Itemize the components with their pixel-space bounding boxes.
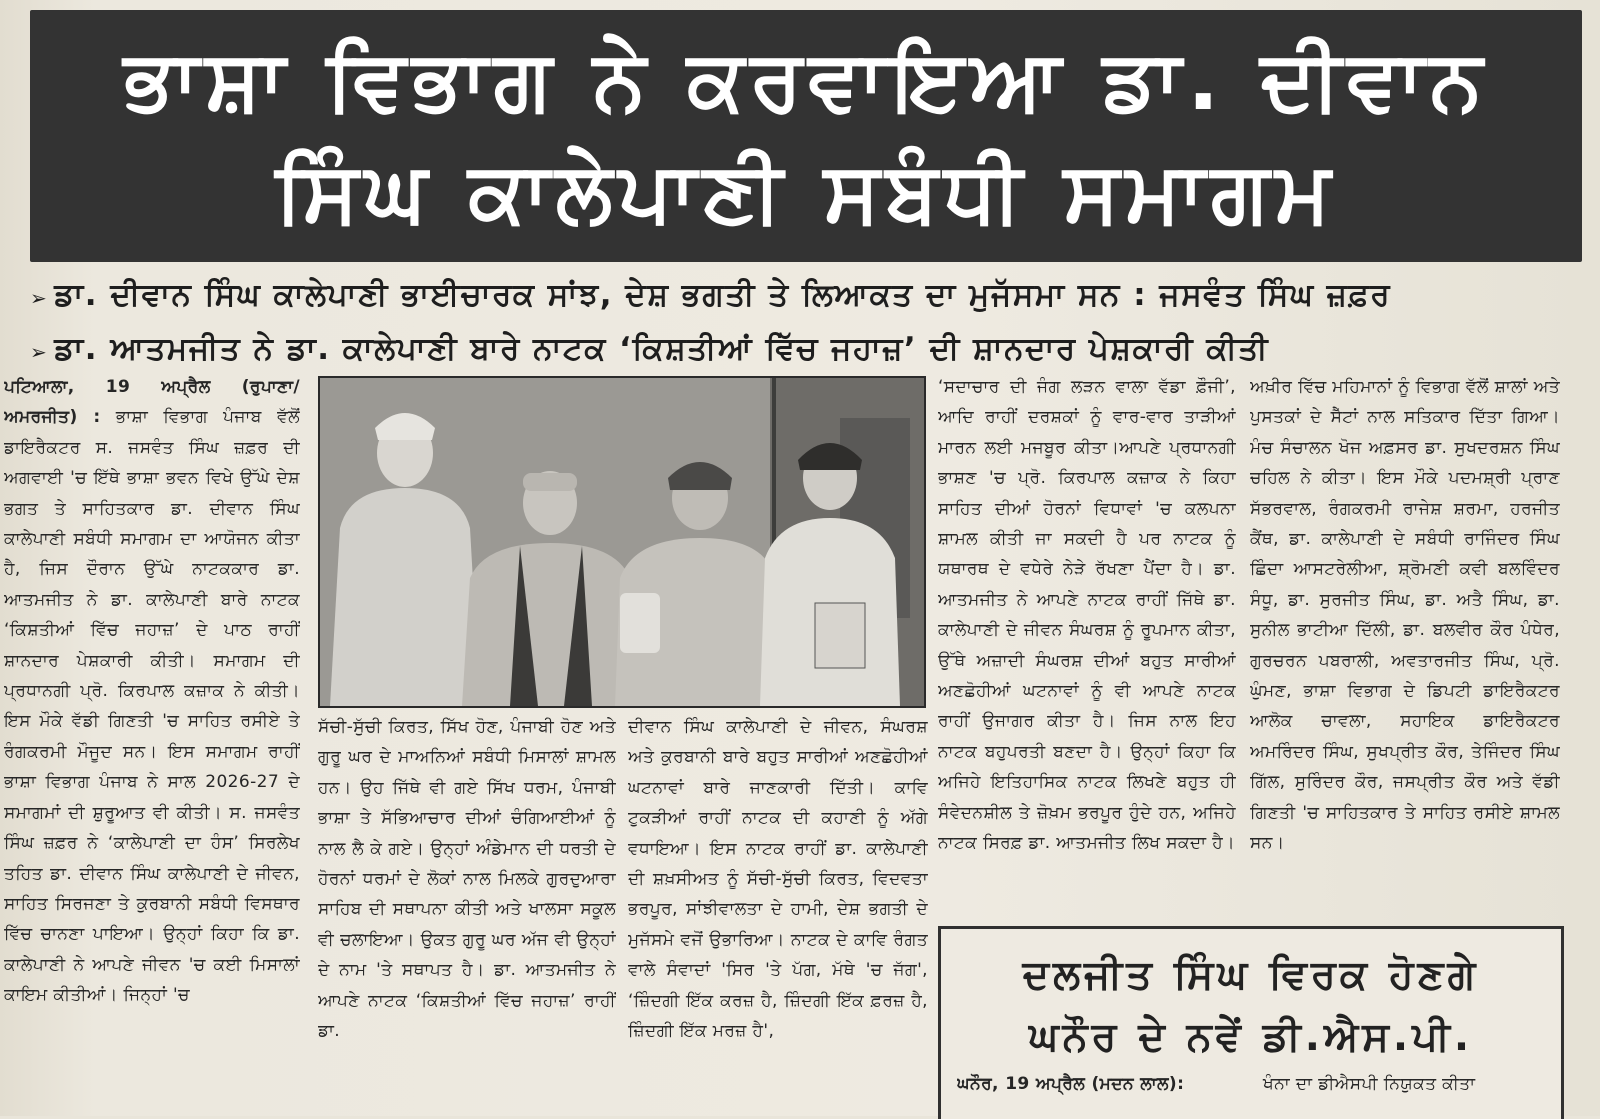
arrow-bullet-icon: ➢ <box>30 286 49 310</box>
second-story-headline-1: ਦਲਜੀਤ ਸਿੰਘ ਵਿਰਕ ਹੋਣਗੇ <box>1022 952 1480 998</box>
column-3-body: ਦੀਵਾਨ ਸਿੰਘ ਕਾਲੇਪਾਣੀ ਦੇ ਜੀਵਨ, ਸੰਘਰਸ਼ ਅਤੇ ਕੁਰਬਾਨੀ ਬਾਰੇ ਬਹੁਤ ਸਾਰੀਆਂ ਅਣਛੋਹੀਆਂ ਘਟਨਾਵਾਂ ਬਾਰੇ ਜਾਣਕਾਰੀ ਦਿੱਤੀ। ਕਾਵਿ ਟੁਕੜੀਆਂ ਰਾਹੀਂ ਨਾਟਕ ਦੀ ਕਹਾਣੀ ਨੂੰ ਅੱਗੇ ਵਧਾਇਆ। ਇਸ ਨਾਟਕ ਰਾਹੀਂ ਡਾ. ਕਾਲੇਪਾਣੀ ਦੀ ਸ਼ਖ਼ਸੀਅਤ ਨੂੰ ਸੱਚੀ-ਸੁੱਚੀ ਕਿਰਤ, ਵਿਦਵਤਾ ਭਰਪੂਰ, ਸਾਂਝੀਵਾਲਤਾ ਦੇ ਹਾਮੀ, ਦੇਸ਼ ਭਗਤੀ ਦੇ ਮੁਜੱਸਮੇ ਵਜੋਂ ਉਭਾਰਿਆ। ਨਾਟਕ ਦੇ ਕਾਵਿ ਰੰਗਤ ਵਾਲੇ ਸੰਵਾਦਾਂ 'ਸਿਰ 'ਤੇ ਪੱਗ, ਮੱਥੇ 'ਚ ਜੱਗ', ‘ਜ਼ਿੰਦਗੀ ਇੱਕ ਕਰਜ਼ ਹੈ, ਜ਼ਿੰਦਗੀ ਇੱਕ ਫ਼ਰਜ਼ ਹੈ, ਜ਼ਿੰਦਗੀ ਇੱਕ ਮਰਜ਼ ਹੈ', <box>628 717 928 1042</box>
article-column-4 <box>938 372 1236 920</box>
headline-banner <box>30 10 1582 262</box>
headline-line-1: ਭਾਸ਼ਾ ਵਿਭਾਗ ਨੇ ਕਰਵਾਇਆ ਡਾ. ਦੀਵਾਨ <box>123 31 1489 129</box>
article-column-3 <box>628 712 928 1116</box>
subheading-1-text: ਡਾ. ਦੀਵਾਨ ਸਿੰਘ ਕਾਲੇਪਾਣੀ ਭਾਈਚਾਰਕ ਸਾਂਝ, ਦੇਸ਼ ਭਗਤੀ ਤੇ ਲਿਆਕਤ ਦਾ ਮੁਜੱਸਮਾ ਸਨ : ਜਸਵੰਤ ਸਿੰਘ ਜ਼ਫ਼ਰ <box>54 277 1392 313</box>
column-1-text <box>4 372 300 1011</box>
second-story-lead <box>957 1069 1545 1117</box>
news-photo <box>318 376 926 708</box>
second-story-headline-2: ਘਨੌਰ ਦੇ ਨਵੇਂ ਡੀ.ਐਸ.ਪੀ. <box>1028 1014 1474 1060</box>
subheading-2-text: ਡਾ. ਆਤਮਜੀਤ ਨੇ ਡਾ. ਕਾਲੇਪਾਣੀ ਬਾਰੇ ਨਾਟਕ ‘ਕਿਸ਼ਤੀਆਂ ਵਿੱਚ ਜਹਾਜ਼’ ਦੀ ਸ਼ਾਨਦਾਰ ਪੇਸ਼ਕਾਰੀ ਕੀਤੀ <box>54 331 1270 367</box>
second-story-dateline: ਘਨੌਰ, 19 ਅਪ੍ਰੈਲ (ਮਦਨ ਲਾਲ): <box>957 1074 1185 1094</box>
article-dateline: ਪਟਿਆਲਾ, 19 ਅਪ੍ਰੈਲ (ਰੁਪਾਣਾ/ ਅਮਰਜੀਤ) : <box>4 377 300 428</box>
article-column-5 <box>1250 372 1560 920</box>
article-column-1 <box>4 372 300 1116</box>
column-2-body: ਸੱਚੀ-ਸੁੱਚੀ ਕਿਰਤ, ਸਿੱਖ ਹੋਣ, ਪੰਜਾਬੀ ਹੋਣ ਅਤੇ ਗੁਰੂ ਘਰ ਦੇ ਮਾਅਨਿਆਂ ਸਬੰਧੀ ਮਿਸਾਲਾਂ ਸ਼ਾਮਲ ਹਨ। ਉਹ ਜਿੱਥੇ ਵੀ ਗਏ ਸਿੱਖ ਧਰਮ, ਪੰਜਾਬੀ ਭਾਸ਼ਾ ਤੇ ਸੱਭਿਆਚਾਰ ਦੀਆਂ ਚੰਗਿਆਈਆਂ ਨੂੰ ਨਾਲ ਲੈ ਕੇ ਗਏ। ਉਨ੍ਹਾਂ ਅੰਡੇਮਾਨ ਦੀ ਧਰਤੀ ਦੇ ਹੋਰਨਾਂ ਧਰਮਾਂ ਦੇ ਲੋਕਾਂ ਨਾਲ ਮਿਲਕੇ ਗੁਰਦੁਆਰਾ ਸਾਹਿਬ ਦੀ ਸਥਾਪਨਾ ਕੀਤੀ ਅਤੇ ਖਾਲਸਾ ਸਕੂਲ ਵੀ ਚਲਾਇਆ। ਉਕਤ ਗੁਰੂ ਘਰ ਅੱਜ ਵੀ ਉਨ੍ਹਾਂ ਦੇ ਨਾਮ 'ਤੇ ਸਥਾਪਤ ਹੈ। ਡਾ. ਆਤਮਜੀਤ ਨੇ ਆਪਣੇ ਨਾਟਕ ‘ਕਿਸ਼ਤੀਆਂ ਵਿੱਚ ਜਹਾਜ਼’ ਰਾਹੀਂ ਡਾ. <box>318 717 616 1042</box>
column-1-body: ਭਾਸ਼ਾ ਵਿਭਾਗ ਪੰਜਾਬ ਵੱਲੋਂ ਡਾਇਰੈਕਟਰ ਸ. ਜਸਵੰਤ ਸਿੰਘ ਜ਼ਫ਼ਰ ਦੀ ਅਗਵਾਈ 'ਚ ਇੱਥੇ ਭਾਸ਼ਾ ਭਵਨ ਵਿਖੇ ਉੱਘੇ ਦੇਸ਼ ਭਗਤ ਤੇ ਸਾਹਿਤਕਾਰ ਡਾ. ਦੀਵਾਨ ਸਿੰਘ ਕਾਲੇਪਾਣੀ ਸਬੰਧੀ ਸਮਾਗਮ ਦਾ ਆਯੋਜਨ ਕੀਤਾ ਹੈ, ਜਿਸ ਦੌਰਾਨ ਉੱਘੇ ਨਾਟਕਕਾਰ ਡਾ. ਆਤਮਜੀਤ ਨੇ ਡਾ. ਕਾਲੇਪਾਣੀ ਬਾਰੇ ਨਾਟਕ ‘ਕਿਸ਼ਤੀਆਂ ਵਿੱਚ ਜਹਾਜ਼’ ਦੇ ਪਾਠ ਰਾਹੀਂ ਸ਼ਾਨਦਾਰ ਪੇਸ਼ਕਾਰੀ ਕੀਤੀ। ਸਮਾਗਮ ਦੀ ਪ੍ਰਧਾਨਗੀ ਪ੍ਰੋ. ਕਿਰਪਾਲ ਕਜ਼ਾਕ ਨੇ ਕੀਤੀ। ਇਸ ਮੌਕੇ ਵੱਡੀ ਗਿਣਤੀ 'ਚ ਸਾਹਿਤ ਰਸੀਏ ਤੇ ਰੰਗਕਰਮੀ ਮੌਜੂਦ ਸਨ। ਇਸ ਸਮਾਗਮ ਰਾਹੀਂ ਭਾਸ਼ਾ ਵਿਭਾਗ ਪੰਜਾਬ ਨੇ ਸਾਲ 2026-27 ਦੇ ਸਮਾਗਮਾਂ ਦੀ ਸ਼ੁਰੂਆਤ ਵੀ ਕੀਤੀ। ਸ. ਜਸਵੰਤ ਸਿੰਘ ਜ਼ਫ਼ਰ ਨੇ ‘ਕਾਲੇਪਾਣੀ ਦਾ ਹੰਸ’ ਸਿਰਲੇਖ ਤਹਿਤ ਡਾ. ਦੀਵਾਨ ਸਿੰਘ ਕਾਲੇਪਾਣੀ ਦੇ ਜੀਵਨ, ਸਾਹਿਤ ਸਿਰਜਣਾ ਤੇ ਕੁਰਬਾਨੀ ਸਬੰਧੀ ਵਿਸਥਾਰ ਵਿੱਚ ਚਾਨਣਾ ਪਾਇਆ। ਉਨ੍ਹਾਂ ਕਿਹਾ ਕਿ ਡਾ. ਕਾਲੇਪਾਣੀ ਨੇ ਆਪਣੇ ਜੀਵਨ 'ਚ ਕਈ ਮਿਸਾਲਾਂ ਕਾਇਮ ਕੀਤੀਆਂ। ਜਿਨ੍ਹਾਂ 'ਚ <box>4 407 300 1006</box>
second-story-lead-right: ਖੰਨਾ ਦਾ ਡੀਐਸਪੀ ਨਿਯੁਕਤ ਕੀਤਾ <box>1263 1074 1476 1094</box>
second-story-box <box>938 926 1564 1119</box>
article-column-2 <box>318 712 616 1116</box>
subheading-1 <box>30 274 1391 319</box>
arrow-bullet-icon: ➢ <box>30 340 49 364</box>
column-4-body: ‘ਸਦਾਚਾਰ ਦੀ ਜੰਗ ਲੜਨ ਵਾਲਾ ਵੱਡਾ ਫ਼ੌਜੀ’, ਆਦਿ ਰਾਹੀਂ ਦਰਸ਼ਕਾਂ ਨੂੰ ਵਾਰ-ਵਾਰ ਤਾੜੀਆਂ ਮਾਰਨ ਲਈ ਮਜਬੂਰ ਕੀਤਾ।ਆਪਣੇ ਪ੍ਰਧਾਨਗੀ ਭਾਸ਼ਣ 'ਚ ਪ੍ਰੋ. ਕਿਰਪਾਲ ਕਜ਼ਾਕ ਨੇ ਕਿਹਾ ਸਾਹਿਤ ਦੀਆਂ ਹੋਰਨਾਂ ਵਿਧਾਵਾਂ 'ਚ ਕਲਪਨਾ ਸ਼ਾਮਲ ਕੀਤੀ ਜਾ ਸਕਦੀ ਹੈ ਪਰ ਨਾਟਕ ਨੂੰ ਯਥਾਰਥ ਦੇ ਵਧੇਰੇ ਨੇੜੇ ਰੱਖਣਾ ਪੈਂਦਾ ਹੈ। ਡਾ. ਆਤਮਜੀਤ ਨੇ ਆਪਣੇ ਨਾਟਕ ਰਾਹੀਂ ਜਿੱਥੇ ਡਾ. ਕਾਲੇਪਾਣੀ ਦੇ ਜੀਵਨ ਸੰਘਰਸ਼ ਨੂੰ ਰੂਪਮਾਨ ਕੀਤਾ, ਉੱਥੇ ਅਜ਼ਾਦੀ ਸੰਘਰਸ਼ ਦੀਆਂ ਬਹੁਤ ਸਾਰੀਆਂ ਅਣਛੋਹੀਆਂ ਘਟਨਾਵਾਂ ਨੂੰ ਵੀ ਆਪਣੇ ਨਾਟਕ ਰਾਹੀਂ ਉਜਾਗਰ ਕੀਤਾ ਹੈ। ਜਿਸ ਨਾਲ ਇਹ ਨਾਟਕ ਬਹੁਪਰਤੀ ਬਣਦਾ ਹੈ। ਉਨ੍ਹਾਂ ਕਿਹਾ ਕਿ ਅਜਿਹੇ ਇਤਿਹਾਸਿਕ ਨਾਟਕ ਲਿਖਣੇ ਬਹੁਤ ਹੀ ਸੰਵੇਦਨਸ਼ੀਲ ਤੇ ਜ਼ੋਖ਼ਮ ਭਰਪੂਰ ਹੁੰਦੇ ਹਨ, ਅਜਿਹੇ ਨਾਟਕ ਸਿਰਫ਼ ਡਾ. ਆਤਮਜੀਤ ਲਿਖ ਸਕਦਾ ਹੈ। <box>938 377 1236 854</box>
subheading-2 <box>30 328 1269 373</box>
headline-line-2: ਸਿੰਘ ਕਾਲੇਪਾਣੀ ਸਬੰਧੀ ਸਮਾਗਮ <box>275 143 1337 241</box>
photo-illustration <box>320 378 924 706</box>
column-5-body: ਅਖ਼ੀਰ ਵਿੱਚ ਮਹਿਮਾਨਾਂ ਨੂੰ ਵਿਭਾਗ ਵੱਲੋਂ ਸ਼ਾਲਾਂ ਅਤੇ ਪੁਸਤਕਾਂ ਦੇ ਸੈੱਟਾਂ ਨਾਲ ਸਤਿਕਾਰ ਦਿੱਤਾ ਗਿਆ। ਮੰਚ ਸੰਚਾਲਨ ਖੋਜ ਅਫ਼ਸਰ ਡਾ. ਸੁਖਦਰਸ਼ਨ ਸਿੰਘ ਚਹਿਲ ਨੇ ਕੀਤਾ। ਇਸ ਮੌਕੇ ਪਦਮਸ਼੍ਰੀ ਪ੍ਰਾਣ ਸੱਭਰਵਾਲ, ਰੰਗਕਰਮੀ ਰਾਜੇਸ਼ ਸ਼ਰਮਾ, ਹਰਜੀਤ ਕੈਂਥ, ਡਾ. ਕਾਲੇਪਾਣੀ ਦੇ ਸਬੰਧੀ ਰਾਜਿੰਦਰ ਸਿੰਘ ਛਿੰਦਾ ਆਸਟਰੇਲੀਆ, ਸ਼੍ਰੋਮਣੀ ਕਵੀ ਬਲਵਿੰਦਰ ਸੰਧੂ, ਡਾ. ਸੁਰਜੀਤ ਸਿੰਘ, ਡਾ. ਅਤੈ ਸਿੰਘ, ਡਾ. ਸੁਨੀਲ ਭਾਟੀਆ ਦਿੱਲੀ, ਡਾ. ਬਲਵੀਰ ਕੌਰ ਪੰਧੇਰ, ਗੁਰਚਰਨ ਪਬਰਾਲੀ, ਅਵਤਾਰਜੀਤ ਸਿੰਘ, ਪ੍ਰੋ. ਘੁੰਮਣ, ਭਾਸ਼ਾ ਵਿਭਾਗ ਦੇ ਡਿਪਟੀ ਡਾਇਰੈਕਟਰ ਆਲੋਕ ਚਾਵਲਾ, ਸਹਾਇਕ ਡਾਇਰੈਕਟਰ ਅਮਰਿੰਦਰ ਸਿੰਘ, ਸੁਖਪ੍ਰੀਤ ਕੌਰ, ਤੇਜਿੰਦਰ ਸਿੰਘ ਗਿੱਲ, ਸੁਰਿੰਦਰ ਕੌਰ, ਜਸਪ੍ਰੀਤ ਕੌਰ ਅਤੇ ਵੱਡੀ ਗਿਣਤੀ 'ਚ ਸਾਹਿਤਕਾਰ ਤੇ ਸਾਹਿਤ ਰਸੀਏ ਸ਼ਾਮਲ ਸਨ। <box>1250 377 1560 854</box>
